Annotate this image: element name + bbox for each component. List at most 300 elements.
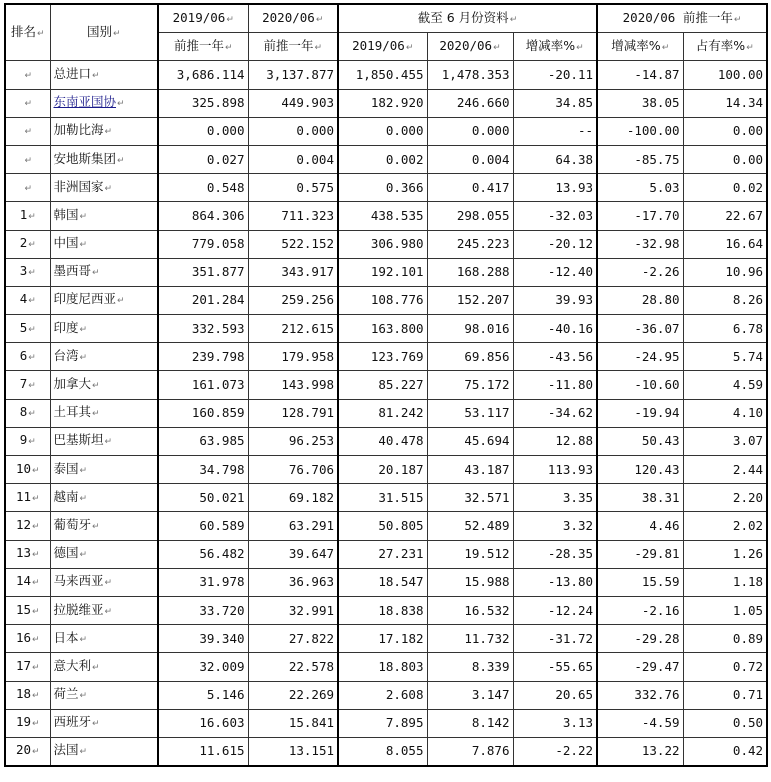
- cell-value: 0.42: [732, 743, 764, 759]
- share-cell: [683, 709, 767, 737]
- share-cell: [683, 399, 767, 427]
- country-cell: 葡萄牙↵: [50, 512, 158, 540]
- cell-value: 0.00: [732, 123, 764, 139]
- y2020-cell: [427, 456, 513, 484]
- cell-value: 43.187: [464, 461, 510, 477]
- cell-value: 163.800: [370, 320, 424, 336]
- cell-value: 69.856: [464, 348, 510, 364]
- cell-value: -2.26: [641, 264, 680, 280]
- cell-value: 5.146: [206, 687, 245, 703]
- p2019-cell: [158, 596, 248, 624]
- table-row: [5, 653, 767, 681]
- cell-value: 36.963: [288, 574, 334, 590]
- table-row: [5, 230, 767, 258]
- cell-value: 53.117: [464, 405, 510, 421]
- cell-value: 522.152: [281, 236, 334, 252]
- y2019-cell: [338, 343, 427, 371]
- cell-value: 10.96: [725, 264, 764, 280]
- cell-value: -12.40: [547, 264, 594, 280]
- rank-cell: 8↵: [5, 399, 50, 427]
- cell-value: 13.93: [555, 179, 594, 195]
- p2020-cell: [248, 653, 338, 681]
- country-cell: 马来西亚↵: [50, 568, 158, 596]
- roll-rate-cell: [597, 568, 683, 596]
- cell-value: 11.732: [464, 630, 510, 646]
- country-cell: 墨西哥↵: [50, 258, 158, 286]
- p2020-cell: [248, 737, 338, 766]
- y2019-cell: [338, 258, 427, 286]
- share-cell: [683, 286, 767, 314]
- cell-value: -32.98: [634, 236, 680, 252]
- country-cell: 印度↵: [50, 315, 158, 343]
- header-country: 国别↵: [50, 4, 158, 61]
- cell-value: 12.88: [555, 433, 594, 449]
- y2019-cell: [338, 230, 427, 258]
- header-rank: 排名↵: [5, 4, 50, 61]
- country-cell: 巴基斯坦↵: [50, 427, 158, 455]
- cell-value: 1.18: [732, 574, 764, 590]
- country-name: 泰国: [53, 460, 79, 476]
- cell-value: -20.11: [547, 66, 594, 82]
- cell-value: 18.838: [378, 602, 424, 618]
- rank-value: 3: [19, 263, 28, 279]
- cell-value: 0.02: [732, 179, 764, 195]
- share-cell: [683, 61, 767, 89]
- country-cell: 土耳其↵: [50, 399, 158, 427]
- cell-value: 239.798: [191, 348, 245, 364]
- cell-value: 5.03: [649, 179, 680, 195]
- table-row: [5, 427, 767, 455]
- rank-value: 2: [19, 235, 28, 251]
- cell-value: 39.340: [199, 630, 245, 646]
- table-row: [5, 484, 767, 512]
- country-cell: 台湾↵: [50, 343, 158, 371]
- cell-value: 212.615: [281, 320, 334, 336]
- roll-rate-cell: [597, 343, 683, 371]
- header-prev-2020-sub: 前推一年↵: [248, 33, 338, 61]
- p2019-cell: [158, 456, 248, 484]
- p2019-cell: [158, 399, 248, 427]
- cell-value: 306.980: [370, 236, 424, 252]
- cell-value: -14.87: [634, 66, 680, 82]
- cell-value: 0.000: [206, 123, 245, 139]
- cell-value: 56.482: [199, 546, 245, 562]
- table-row: [5, 540, 767, 568]
- p2019-cell: [158, 371, 248, 399]
- share-cell: [683, 596, 767, 624]
- p2019-cell: [158, 230, 248, 258]
- rank-value: 12: [15, 516, 31, 532]
- cell-value: 3.13: [562, 715, 594, 731]
- table-row: [5, 61, 767, 89]
- cell-value: 31.978: [199, 574, 245, 590]
- cell-value: 1,478.353: [441, 66, 510, 82]
- cell-value: 201.284: [191, 292, 245, 308]
- rank-value: 10: [15, 460, 31, 476]
- share-cell: [683, 625, 767, 653]
- country-name: 印度: [53, 319, 79, 335]
- cell-value: 351.877: [191, 264, 245, 280]
- cell-value: -28.35: [547, 546, 594, 562]
- country-cell: 非洲国家↵: [50, 174, 158, 202]
- roll-rate-cell: [597, 681, 683, 709]
- roll-rate-cell: [597, 456, 683, 484]
- p2019-cell: [158, 681, 248, 709]
- header-ytd-group: 截至 6 月份资料↵: [338, 4, 597, 33]
- p2020-cell: [248, 343, 338, 371]
- cell-value: 38.31: [641, 489, 680, 505]
- roll-rate-cell: [597, 737, 683, 766]
- header-prev-2019-sub: 前推一年↵: [158, 33, 248, 61]
- share-cell: [683, 681, 767, 709]
- cell-value: 298.055: [456, 207, 510, 223]
- cell-value: 120.43: [634, 461, 680, 477]
- header-ytd-2020: 2020/06↵: [427, 33, 513, 61]
- cell-value: 0.72: [732, 658, 764, 674]
- rank-cell: ↵: [5, 89, 50, 117]
- cell-value: -32.03: [547, 207, 594, 223]
- rank-value: 19: [15, 714, 31, 730]
- roll-rate-cell: [597, 315, 683, 343]
- y2020-cell: [427, 709, 513, 737]
- cell-value: 0.89: [732, 630, 764, 646]
- ytd-rate-cell: [513, 61, 597, 89]
- cell-value: 100.00: [717, 66, 764, 82]
- cell-value: 31.515: [378, 489, 424, 505]
- table-row: [5, 625, 767, 653]
- cell-value: -36.07: [634, 320, 680, 336]
- cell-value: 0.00: [732, 151, 764, 167]
- roll-rate-cell: [597, 117, 683, 145]
- cell-value: 3.35: [562, 489, 594, 505]
- cell-value: 50.43: [641, 433, 680, 449]
- cell-value: 123.769: [370, 348, 424, 364]
- cell-value: 0.002: [385, 151, 424, 167]
- ytd-rate-cell: [513, 89, 597, 117]
- rank-cell: 18↵: [5, 681, 50, 709]
- y2019-cell: [338, 145, 427, 173]
- table-row: [5, 286, 767, 314]
- cell-value: 17.182: [378, 630, 424, 646]
- cell-value: 0.027: [206, 151, 245, 167]
- cell-value: -55.65: [547, 658, 594, 674]
- cell-value: 0.71: [732, 687, 764, 703]
- rank-value: 15: [15, 601, 31, 617]
- cell-value: -20.12: [547, 236, 594, 252]
- p2020-cell: [248, 145, 338, 173]
- country-name: 中国: [53, 235, 79, 251]
- cell-value: 779.058: [191, 236, 245, 252]
- share-cell: [683, 540, 767, 568]
- rank-value: 13: [15, 545, 31, 561]
- cell-value: 6.78: [732, 320, 764, 336]
- roll-rate-cell: [597, 596, 683, 624]
- rank-cell: ↵: [5, 117, 50, 145]
- y2020-cell: [427, 202, 513, 230]
- rank-value: 17: [15, 657, 31, 673]
- share-cell: [683, 202, 767, 230]
- country-name: 法国: [53, 742, 79, 758]
- cell-value: 113.93: [547, 461, 594, 477]
- p2019-cell: [158, 427, 248, 455]
- cell-value: 161.073: [191, 377, 245, 393]
- p2019-cell: [158, 315, 248, 343]
- country-cell: 安地斯集团↵: [50, 145, 158, 173]
- cell-value: -12.24: [547, 602, 594, 618]
- roll-rate-cell: [597, 371, 683, 399]
- y2019-cell: [338, 737, 427, 766]
- p2020-cell: [248, 709, 338, 737]
- share-cell: [683, 117, 767, 145]
- y2020-cell: [427, 371, 513, 399]
- share-cell: [683, 174, 767, 202]
- cell-value: 85.227: [378, 377, 424, 393]
- rank-cell: 20↵: [5, 737, 50, 766]
- country-name: 韩国: [53, 206, 79, 222]
- table-row: [5, 737, 767, 766]
- cell-value: 64.38: [555, 151, 594, 167]
- p2020-cell: [248, 61, 338, 89]
- country-name: 总进口: [53, 65, 92, 81]
- cell-value: 27.822: [288, 630, 334, 646]
- cell-value: 3.07: [732, 433, 764, 449]
- y2019-cell: [338, 512, 427, 540]
- y2019-cell: [338, 174, 427, 202]
- cell-value: 0.417: [471, 179, 510, 195]
- ytd-rate-cell: [513, 427, 597, 455]
- cell-value: 182.920: [370, 95, 424, 111]
- ytd-rate-cell: [513, 709, 597, 737]
- cell-value: 63.291: [288, 517, 334, 533]
- rank-value: 8: [19, 404, 28, 420]
- country-name: 马来西亚: [53, 573, 104, 589]
- rank-value: 16: [15, 629, 31, 645]
- y2019-cell: [338, 540, 427, 568]
- cell-value: 3,686.114: [176, 66, 245, 82]
- p2020-cell: [248, 202, 338, 230]
- p2020-cell: [248, 512, 338, 540]
- cell-value: --: [577, 123, 594, 139]
- rank-cell: 10↵: [5, 456, 50, 484]
- cell-value: 0.548: [206, 179, 245, 195]
- cell-value: 76.706: [288, 461, 334, 477]
- table-row: [5, 117, 767, 145]
- cell-value: 81.242: [378, 405, 424, 421]
- header-row-top: [5, 4, 767, 33]
- cell-value: -19.94: [634, 405, 680, 421]
- cell-value: 22.67: [725, 207, 764, 223]
- rank-cell: 5↵: [5, 315, 50, 343]
- country-name: 安地斯集团: [53, 150, 117, 166]
- cell-value: 332.76: [634, 687, 680, 703]
- country-name: 台湾: [53, 347, 79, 363]
- country-cell: 加勒比海↵: [50, 117, 158, 145]
- header-ytd-2019: 2019/06↵: [338, 33, 427, 61]
- roll-rate-cell: [597, 625, 683, 653]
- y2020-cell: [427, 61, 513, 89]
- share-cell: [683, 371, 767, 399]
- cell-value: 50.805: [378, 517, 424, 533]
- country-cell: 越南↵: [50, 484, 158, 512]
- country-name: 西班牙: [53, 714, 92, 730]
- roll-rate-cell: [597, 709, 683, 737]
- rank-cell: 11↵: [5, 484, 50, 512]
- cell-value: 0.000: [385, 123, 424, 139]
- share-cell: [683, 343, 767, 371]
- country-cell: 荷兰↵: [50, 681, 158, 709]
- p2019-cell: [158, 174, 248, 202]
- share-cell: [683, 568, 767, 596]
- rank-cell: 15↵: [5, 596, 50, 624]
- p2019-cell: [158, 117, 248, 145]
- ytd-rate-cell: [513, 625, 597, 653]
- cell-value: -17.70: [634, 207, 680, 223]
- cell-value: -2.22: [555, 743, 594, 759]
- country-name: 越南: [53, 488, 79, 504]
- p2019-cell: [158, 258, 248, 286]
- roll-rate-cell: [597, 427, 683, 455]
- roll-rate-cell: [597, 202, 683, 230]
- p2019-cell: [158, 145, 248, 173]
- y2020-cell: [427, 399, 513, 427]
- rank-value: 4: [19, 291, 28, 307]
- rank-cell: 6↵: [5, 343, 50, 371]
- p2020-cell: [248, 399, 338, 427]
- roll-rate-cell: [597, 540, 683, 568]
- cell-value: 28.80: [641, 292, 680, 308]
- share-cell: [683, 89, 767, 117]
- roll-rate-cell: [597, 145, 683, 173]
- cell-value: 449.903: [281, 95, 334, 111]
- cell-value: -24.95: [634, 348, 680, 364]
- cell-value: 14.34: [725, 95, 764, 111]
- ytd-rate-cell: [513, 174, 597, 202]
- cell-value: 2.44: [732, 461, 764, 477]
- p2020-cell: [248, 596, 338, 624]
- table-row: [5, 681, 767, 709]
- ytd-rate-cell: [513, 145, 597, 173]
- rank-value: 20: [15, 742, 31, 758]
- p2020-cell: [248, 427, 338, 455]
- rank-cell: 12↵: [5, 512, 50, 540]
- cell-value: -43.56: [547, 348, 594, 364]
- y2019-cell: [338, 427, 427, 455]
- p2020-cell: [248, 174, 338, 202]
- cell-value: -34.62: [547, 405, 594, 421]
- y2020-cell: [427, 315, 513, 343]
- rank-cell: 3↵: [5, 258, 50, 286]
- cell-value: 8.142: [471, 715, 510, 731]
- country-name: 加勒比海: [53, 122, 104, 138]
- table-row: [5, 709, 767, 737]
- country-cell: 日本↵: [50, 625, 158, 653]
- ytd-rate-cell: [513, 286, 597, 314]
- country-link[interactable]: 东南亚国协: [53, 94, 117, 110]
- rank-cell: 19↵: [5, 709, 50, 737]
- cell-value: 40.478: [378, 433, 424, 449]
- cell-value: 34.798: [199, 461, 245, 477]
- cell-value: 39.93: [555, 292, 594, 308]
- ytd-rate-cell: [513, 399, 597, 427]
- p2020-cell: [248, 230, 338, 258]
- table-row: [5, 202, 767, 230]
- y2019-cell: [338, 456, 427, 484]
- p2020-cell: [248, 286, 338, 314]
- cell-value: 4.10: [732, 405, 764, 421]
- cell-value: 711.323: [281, 207, 334, 223]
- table-row: [5, 399, 767, 427]
- country-cell: 韩国↵: [50, 202, 158, 230]
- table-row: [5, 145, 767, 173]
- cell-value: 259.256: [281, 292, 334, 308]
- p2019-cell: [158, 737, 248, 766]
- country-cell: 西班牙↵: [50, 709, 158, 737]
- table-row: [5, 456, 767, 484]
- cell-value: -29.81: [634, 546, 680, 562]
- table-row: [5, 568, 767, 596]
- country-cell: 印度尼西亚↵: [50, 286, 158, 314]
- y2020-cell: [427, 568, 513, 596]
- y2020-cell: [427, 625, 513, 653]
- cell-value: 0.575: [296, 179, 334, 195]
- cell-value: 325.898: [191, 95, 245, 111]
- rank-cell: 17↵: [5, 653, 50, 681]
- p2019-cell: [158, 343, 248, 371]
- y2019-cell: [338, 399, 427, 427]
- cell-value: 0.000: [471, 123, 510, 139]
- y2020-cell: [427, 540, 513, 568]
- country-cell: 加拿大↵: [50, 371, 158, 399]
- roll-rate-cell: [597, 399, 683, 427]
- cell-value: 108.776: [370, 292, 424, 308]
- ytd-rate-cell: [513, 540, 597, 568]
- cell-value: 0.004: [296, 151, 334, 167]
- cell-value: 22.269: [288, 687, 334, 703]
- share-cell: [683, 427, 767, 455]
- ytd-rate-cell: [513, 202, 597, 230]
- cell-value: 96.253: [288, 433, 334, 449]
- cell-value: 27.231: [378, 546, 424, 562]
- ytd-rate-cell: [513, 371, 597, 399]
- roll-rate-cell: [597, 484, 683, 512]
- rank-cell: 7↵: [5, 371, 50, 399]
- share-cell: [683, 315, 767, 343]
- cell-value: 38.05: [641, 95, 680, 111]
- country-name: 非洲国家: [53, 178, 104, 194]
- y2020-cell: [427, 681, 513, 709]
- cell-value: -13.80: [547, 574, 594, 590]
- cell-value: 245.223: [456, 236, 510, 252]
- cell-value: -2.16: [641, 602, 680, 618]
- y2020-cell: [427, 737, 513, 766]
- y2020-cell: [427, 286, 513, 314]
- rank-value: 5: [19, 319, 28, 335]
- country-name: 拉脱维亚: [53, 601, 104, 617]
- p2020-cell: [248, 681, 338, 709]
- p2019-cell: [158, 625, 248, 653]
- y2019-cell: [338, 596, 427, 624]
- header-ytd-rate: 增减率%↵: [513, 33, 597, 61]
- cell-value: 15.988: [464, 574, 510, 590]
- rank-cell: 13↵: [5, 540, 50, 568]
- cell-value: 179.958: [281, 348, 334, 364]
- p2019-cell: [158, 512, 248, 540]
- y2020-cell: [427, 512, 513, 540]
- country-cell: 法国↵: [50, 737, 158, 766]
- cell-value: 5.74: [732, 348, 764, 364]
- country-name: 巴基斯坦: [53, 432, 104, 448]
- rank-cell: ↵: [5, 61, 50, 89]
